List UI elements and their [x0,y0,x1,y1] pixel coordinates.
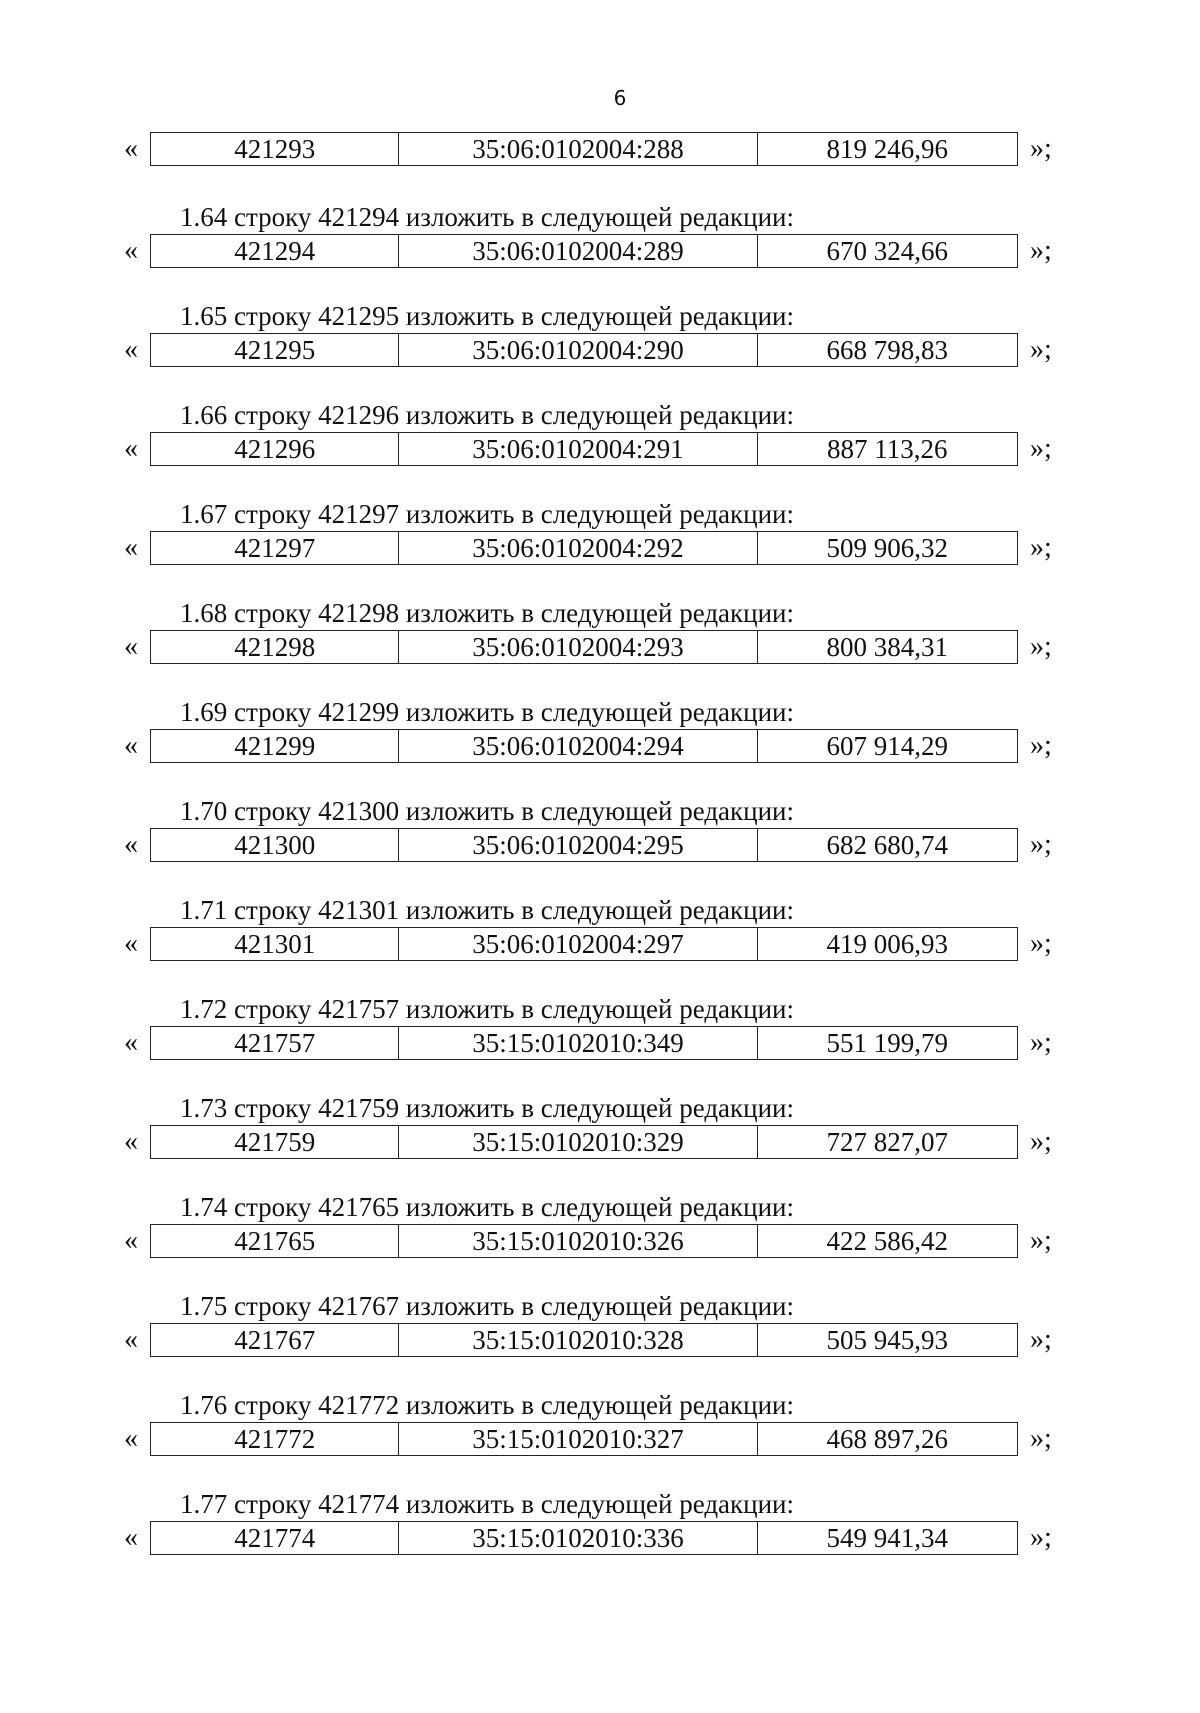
closing-quote: »; [1030,334,1052,365]
closing-quote: »; [1030,1522,1052,1553]
table-row [0,1521,1200,1555]
row-value: 800 384,31 [826,632,949,662]
row-table [150,234,1018,268]
opening-quote: « [124,334,138,365]
opening-quote: « [124,1126,138,1157]
closing-quote: »; [1030,1225,1052,1256]
amendment-instruction: 1.66 строку 421296 изложить в следующей редакции: [180,400,795,430]
row-code: 421757 [151,1027,399,1059]
row-table [150,729,1018,763]
row-cadastral-number: 35:15:0102010:328 [399,1324,757,1356]
amendment-instruction: 1.77 строку 421774 изложить в следующей редакции: [180,1489,795,1519]
amendment-instruction: 1.75 строку 421767 изложить в следующей редакции: [180,1291,795,1321]
table-row [0,927,1200,961]
table-row-first [0,132,1200,166]
row-cadastral-number: 35:06:0102004:288 [399,133,757,165]
amendment-instruction: 1.67 строку 421297 изложить в следующей редакции: [180,499,795,529]
opening-quote: « [124,829,138,860]
row-code: 421765 [151,1225,399,1257]
row-table [150,927,1018,961]
opening-quote: « [124,1423,138,1454]
row-code: 421293 [151,133,399,165]
amendment-instruction: 1.65 строку 421295 изложить в следующей редакции: [180,301,795,331]
table-row [0,333,1200,367]
row-cadastral-number: 35:06:0102004:289 [399,235,757,267]
row-table [150,132,1018,166]
row-table [150,1224,1018,1258]
row-cadastral-number: 35:15:0102010:329 [399,1126,757,1158]
opening-quote: « [124,133,138,164]
closing-quote: »; [1030,433,1052,464]
row-code: 421297 [151,532,399,564]
row-table [150,1026,1018,1060]
amendment-instruction: 1.76 строку 421772 изложить в следующей редакции: [180,1390,795,1420]
closing-quote: »; [1030,532,1052,563]
row-value: 468 897,26 [826,1424,949,1454]
row-table [150,630,1018,664]
table-row [0,1224,1200,1258]
amendment-instruction: 1.69 строку 421299 изложить в следующей редакции: [180,697,795,727]
row-value: 549 941,34 [826,1523,949,1553]
row-table [150,432,1018,466]
row-cadastral-number: 35:15:0102010:349 [399,1027,757,1059]
row-cadastral-number: 35:06:0102004:292 [399,532,757,564]
row-value: 505 945,93 [826,1325,949,1355]
closing-quote: »; [1030,133,1052,164]
row-code: 421301 [151,928,399,960]
row-value: 819 246,96 [826,134,949,164]
row-table [150,1521,1018,1555]
row-cadastral-number: 35:15:0102010:327 [399,1423,757,1455]
opening-quote: « [124,730,138,761]
page-number: 6 [613,86,627,110]
row-value: 727 827,07 [826,1127,949,1157]
row-cadastral-number: 35:15:0102010:336 [399,1522,757,1554]
row-value: 509 906,32 [826,533,949,563]
row-table [150,1323,1018,1357]
row-code: 421296 [151,433,399,465]
row-value: 607 914,29 [826,731,949,761]
table-row [0,531,1200,565]
amendment-instruction: 1.72 строку 421757 изложить в следующей редакции: [180,994,795,1024]
closing-quote: »; [1030,928,1052,959]
row-code: 421772 [151,1423,399,1455]
amendment-instruction: 1.74 строку 421765 изложить в следующей редакции: [180,1192,795,1222]
opening-quote: « [124,1324,138,1355]
row-value: 682 680,74 [826,830,949,860]
row-code: 421294 [151,235,399,267]
opening-quote: « [124,433,138,464]
row-table [150,1422,1018,1456]
row-code: 421774 [151,1522,399,1554]
opening-quote: « [124,1522,138,1553]
amendment-instruction: 1.70 строку 421300 изложить в следующей редакции: [180,796,795,826]
opening-quote: « [124,1225,138,1256]
row-cadastral-number: 35:06:0102004:291 [399,433,757,465]
table-row [0,432,1200,466]
row-code: 421295 [151,334,399,366]
row-cadastral-number: 35:06:0102004:290 [399,334,757,366]
row-table [150,828,1018,862]
table-row [0,1323,1200,1357]
opening-quote: « [124,532,138,563]
row-cadastral-number: 35:06:0102004:294 [399,730,757,762]
row-cadastral-number: 35:06:0102004:293 [399,631,757,663]
row-code: 421767 [151,1324,399,1356]
opening-quote: « [124,631,138,662]
amendment-instruction: 1.71 строку 421301 изложить в следующей редакции: [180,895,795,925]
table-row [0,828,1200,862]
table-row [0,1422,1200,1456]
row-value: 422 586,42 [826,1226,949,1256]
row-value: 887 113,26 [827,434,948,464]
row-table [150,1125,1018,1159]
closing-quote: »; [1030,1126,1052,1157]
closing-quote: »; [1030,1423,1052,1454]
row-value: 670 324,66 [826,236,949,266]
table-row [0,1026,1200,1060]
row-value: 668 798,83 [826,335,949,365]
opening-quote: « [124,1027,138,1058]
closing-quote: »; [1030,829,1052,860]
row-code: 421300 [151,829,399,861]
opening-quote: « [124,235,138,266]
amendment-instruction: 1.68 строку 421298 изложить в следующей редакции: [180,598,795,628]
row-code: 421759 [151,1126,399,1158]
row-table [150,531,1018,565]
row-code: 421299 [151,730,399,762]
closing-quote: »; [1030,730,1052,761]
row-cadastral-number: 35:06:0102004:295 [399,829,757,861]
amendment-instruction: 1.64 строку 421294 изложить в следующей редакции: [180,202,795,232]
opening-quote: « [124,928,138,959]
row-table [150,333,1018,367]
closing-quote: »; [1030,1027,1052,1058]
row-value: 419 006,93 [826,929,949,959]
closing-quote: »; [1030,235,1052,266]
row-cadastral-number: 35:06:0102004:297 [399,928,757,960]
row-code: 421298 [151,631,399,663]
table-row [0,729,1200,763]
closing-quote: »; [1030,1324,1052,1355]
table-row [0,1125,1200,1159]
row-cadastral-number: 35:15:0102010:326 [399,1225,757,1257]
closing-quote: »; [1030,631,1052,662]
row-value: 551 199,79 [826,1028,949,1058]
table-row [0,630,1200,664]
amendment-instruction: 1.73 строку 421759 изложить в следующей редакции: [180,1093,795,1123]
table-row [0,234,1200,268]
